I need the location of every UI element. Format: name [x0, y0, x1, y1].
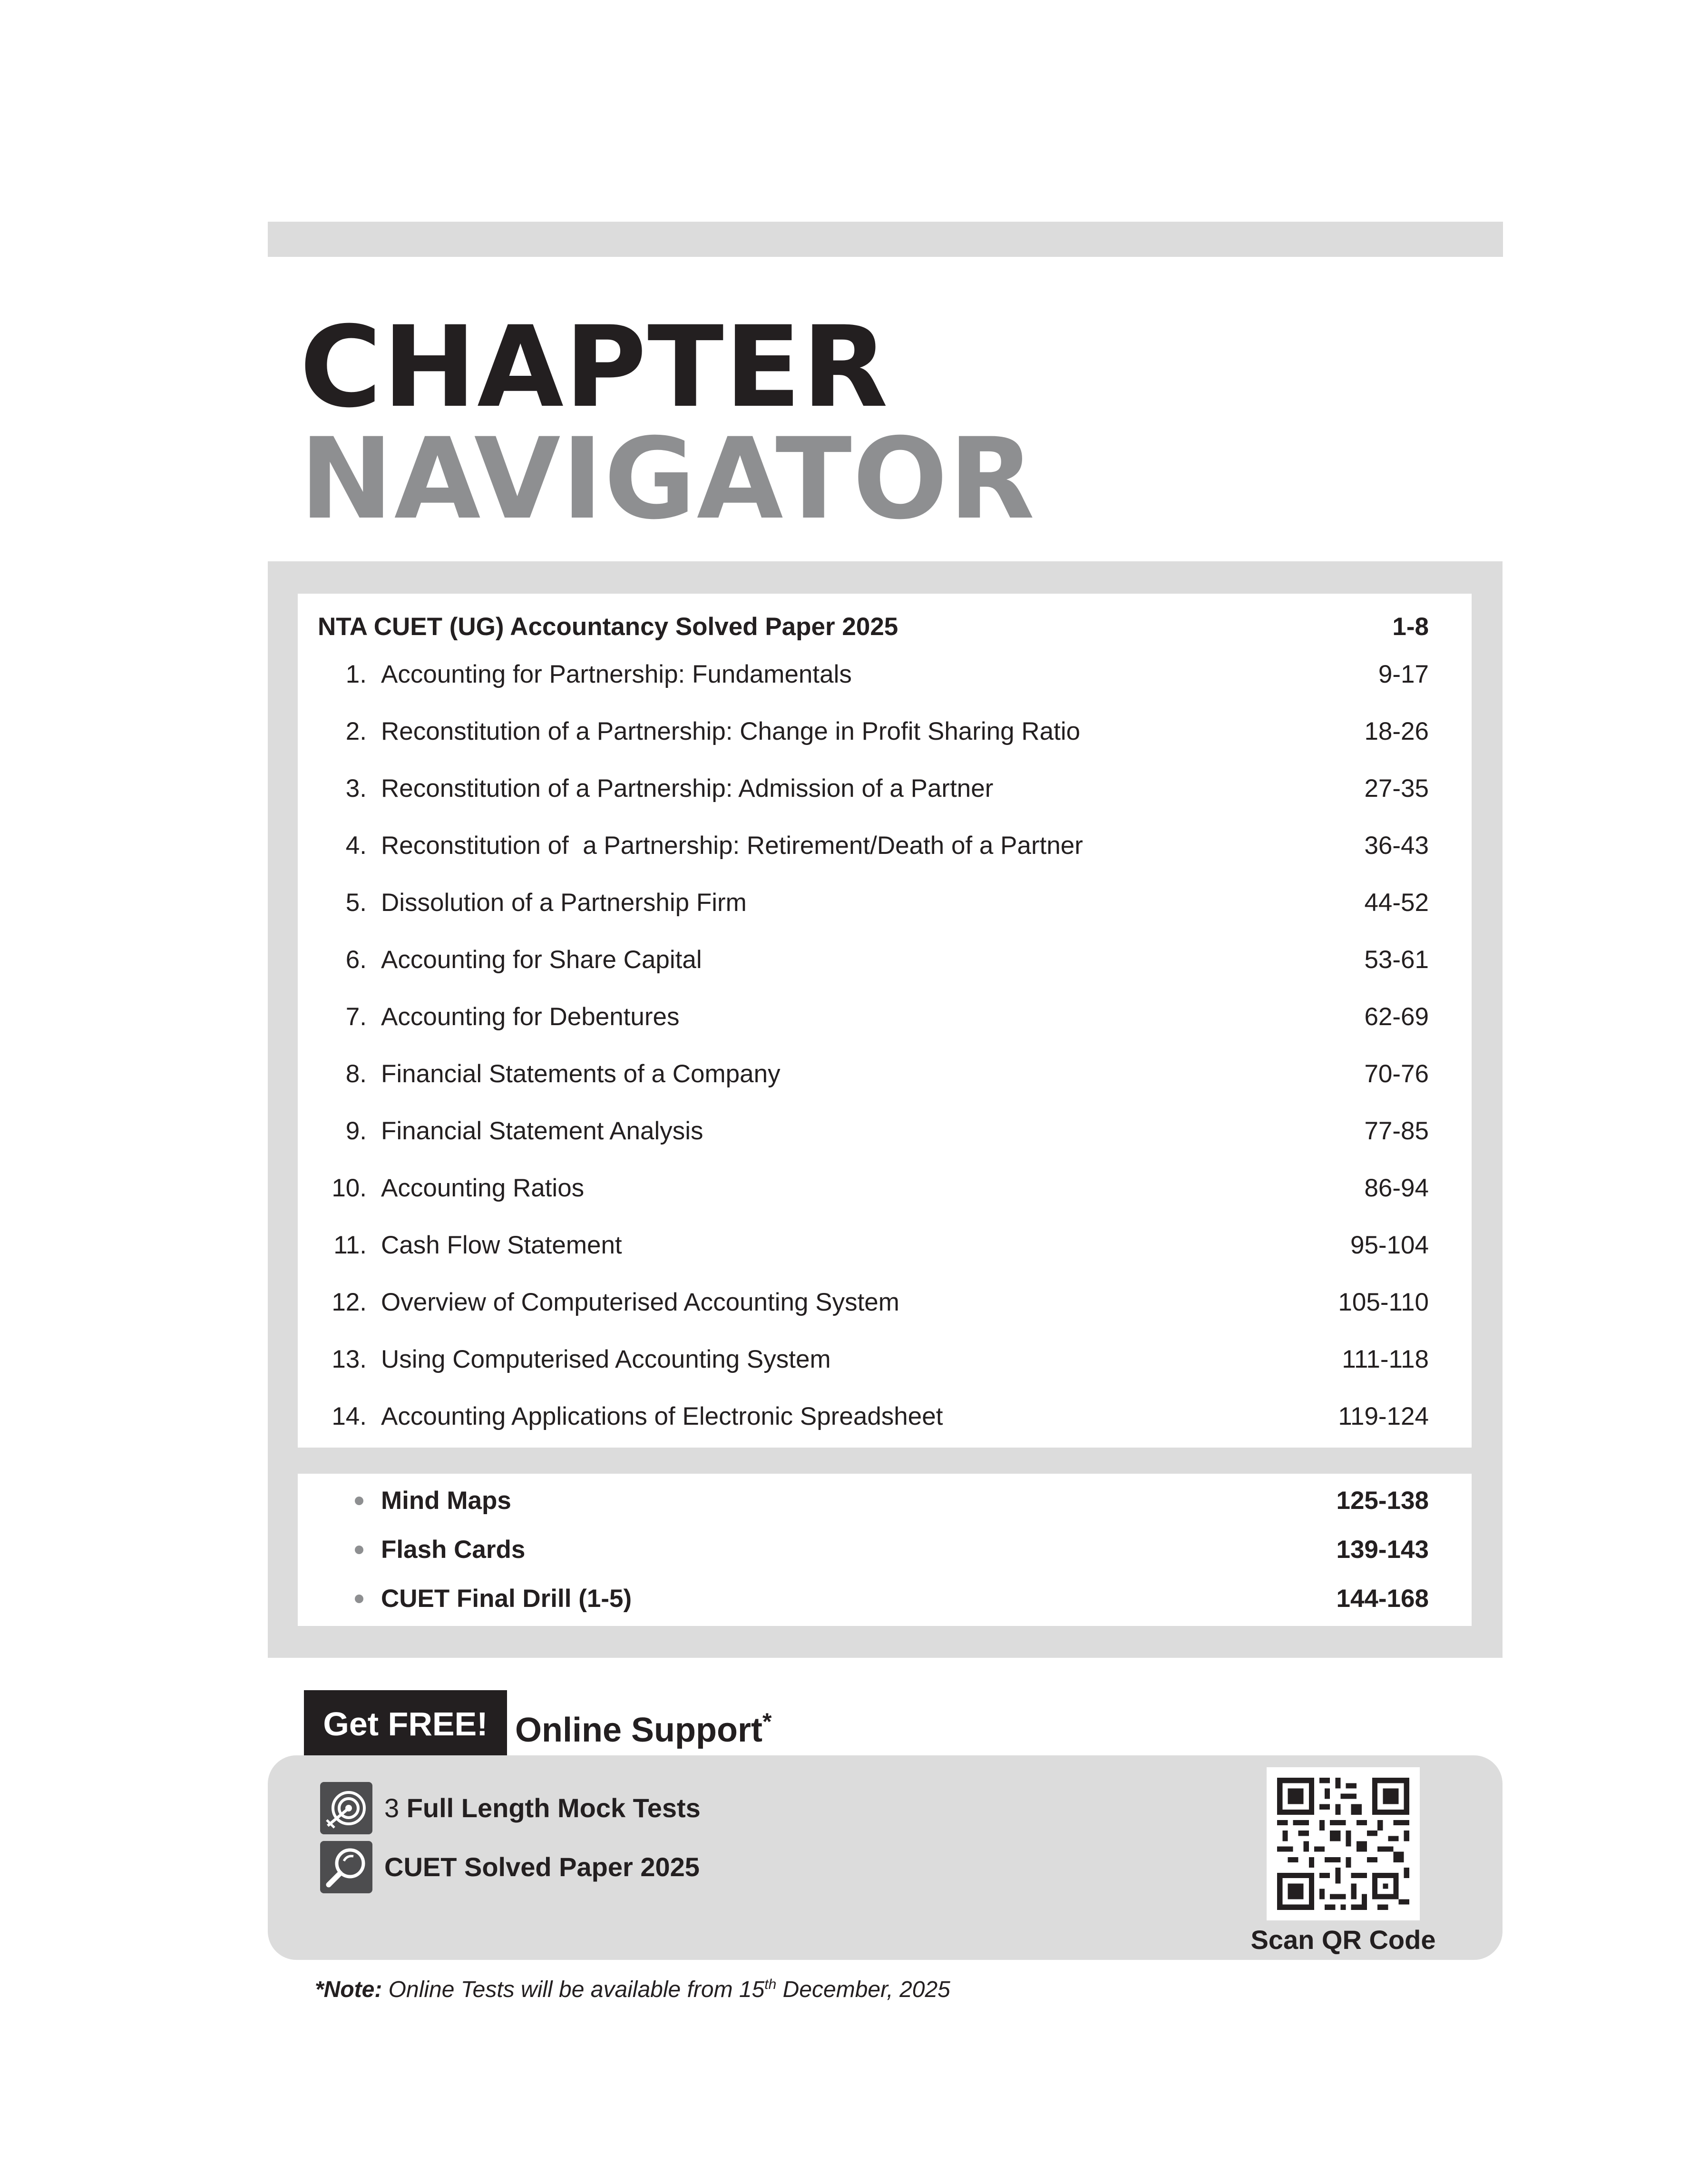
- title-navigator: NAVIGATOR: [300, 414, 1036, 544]
- feature-text: [384, 1841, 700, 1893]
- feature-label: CUET Solved Paper 2025: [384, 1852, 700, 1882]
- chapter-title: Overview of Computerised Accounting System: [381, 1288, 899, 1316]
- chapter-pages: 53-61: [1364, 946, 1429, 974]
- title-chapter: CHAPTER: [300, 303, 889, 432]
- extras-title: Mind Maps: [381, 1487, 511, 1515]
- extras-pages: 144-168: [1336, 1585, 1429, 1613]
- footnote: [315, 1977, 950, 2003]
- chapter-number: 4.: [345, 832, 367, 860]
- toc-chapter-row[interactable]: [298, 705, 1472, 758]
- chapter-pages: 36-43: [1364, 832, 1429, 860]
- toc-header-label: NTA CUET (UG) Accountancy Solved Paper 2025: [318, 613, 898, 641]
- target-icon: [320, 1782, 372, 1834]
- online-support-box: [268, 1755, 1503, 1960]
- chapter-title: Financial Statements of a Company: [381, 1060, 781, 1088]
- qr-code[interactable]: [1267, 1767, 1420, 1920]
- chapter-pages: 44-52: [1364, 889, 1429, 917]
- toc-chapter-row[interactable]: [298, 934, 1472, 986]
- toc-chapter-row[interactable]: [298, 1219, 1472, 1272]
- extras-list-panel: [298, 1474, 1472, 1626]
- toc-chapter-row[interactable]: [298, 1333, 1472, 1386]
- chapter-pages: 86-94: [1364, 1174, 1429, 1202]
- bullet-dot: [355, 1595, 363, 1603]
- toc-chapter-row[interactable]: [298, 1048, 1472, 1100]
- toc-chapter-row[interactable]: [298, 763, 1472, 815]
- chapter-number: 11.: [333, 1231, 367, 1259]
- chapter-number: 7.: [345, 1003, 367, 1031]
- toc-chapter-row[interactable]: [298, 1390, 1472, 1443]
- extras-row[interactable]: [298, 1475, 1472, 1527]
- online-support-asterisk: *: [762, 1708, 772, 1735]
- footnote-ordinal: th: [764, 1977, 777, 1992]
- chapter-title: Reconstitution of a Partnership: Change in Profit Sharing Ratio: [381, 717, 1081, 745]
- toc-header-pages: 1-8: [1392, 613, 1429, 641]
- feature-text: [384, 1782, 701, 1834]
- chapter-title: Using Computerised Accounting System: [381, 1345, 831, 1373]
- extras-title: Flash Cards: [381, 1536, 526, 1564]
- footnote-lead: *Note:: [315, 1977, 382, 2002]
- footnote-text: Online Tests will be available from 15: [382, 1977, 765, 2002]
- chapter-number: 5.: [345, 889, 367, 917]
- chapter-title: Accounting for Debentures: [381, 1003, 680, 1031]
- chapter-title: Reconstitution of a Partnership: Admission of a Partner: [381, 774, 994, 803]
- chapter-pages: 77-85: [1364, 1117, 1429, 1145]
- chapter-title: Financial Statement Analysis: [381, 1117, 703, 1145]
- chapter-pages: 95-104: [1350, 1231, 1429, 1259]
- chapter-pages: 18-26: [1364, 717, 1429, 745]
- extras-title: CUET Final Drill (1-5): [381, 1585, 632, 1613]
- toc-chapter-row[interactable]: [298, 991, 1472, 1043]
- extras-pages: 139-143: [1336, 1536, 1429, 1564]
- chapter-number: 8.: [345, 1060, 367, 1088]
- chapter-number: 14.: [332, 1402, 367, 1430]
- chapter-title: Cash Flow Statement: [381, 1231, 622, 1259]
- toc-chapter-row[interactable]: [298, 1162, 1472, 1214]
- toc-chapter-row[interactable]: [298, 1105, 1472, 1157]
- feature-count: 3: [384, 1793, 407, 1823]
- chapter-pages: 119-124: [1338, 1402, 1429, 1430]
- chapter-number: 12.: [332, 1288, 367, 1316]
- chapter-list-panel: [298, 594, 1472, 1448]
- chapter-pages: 105-110: [1338, 1288, 1429, 1316]
- footnote-tail: December, 2025: [776, 1977, 950, 2002]
- online-support-title: Online Support: [515, 1711, 762, 1749]
- extras-pages: 125-138: [1336, 1487, 1429, 1515]
- feature-label: Full Length Mock Tests: [406, 1793, 701, 1823]
- chapter-number: 1.: [345, 660, 367, 688]
- chapter-pages: 9-17: [1378, 660, 1429, 688]
- chapter-title: Accounting for Share Capital: [381, 946, 702, 974]
- chapter-pages: 27-35: [1364, 774, 1429, 803]
- toc-chapter-row[interactable]: [298, 820, 1472, 872]
- chapter-number: 6.: [345, 946, 367, 974]
- chapter-number: 13.: [332, 1345, 367, 1373]
- chapter-title: Accounting Ratios: [381, 1174, 585, 1202]
- extras-row[interactable]: [298, 1524, 1472, 1576]
- chapter-number: 3.: [345, 774, 367, 803]
- magnifier-icon: [320, 1841, 372, 1893]
- table-of-contents-frame: [268, 561, 1503, 1658]
- chapter-pages: 111-118: [1342, 1345, 1429, 1373]
- toc-header-row[interactable]: [298, 601, 1472, 653]
- chapter-title: Accounting for Partnership: Fundamentals: [381, 660, 852, 688]
- chapter-title: Dissolution of a Partnership Firm: [381, 889, 747, 917]
- chapter-number: 10.: [332, 1174, 367, 1202]
- chapter-pages: 62-69: [1364, 1003, 1429, 1031]
- toc-chapter-row[interactable]: [298, 1276, 1472, 1329]
- qr-code-label: Scan QR Code: [1250, 1925, 1436, 1955]
- toc-chapter-row[interactable]: [298, 648, 1472, 701]
- chapter-number: 2.: [345, 717, 367, 745]
- chapter-number: 9.: [345, 1117, 367, 1145]
- bullet-dot: [355, 1546, 363, 1554]
- extras-row[interactable]: [298, 1573, 1472, 1625]
- top-decorative-bar: [268, 222, 1503, 257]
- online-support-heading: [515, 1708, 771, 1750]
- toc-chapter-row[interactable]: [298, 877, 1472, 929]
- chapter-pages: 70-76: [1364, 1060, 1429, 1088]
- bullet-dot: [355, 1497, 363, 1505]
- get-free-tag: Get FREE!: [304, 1690, 507, 1758]
- chapter-title: Accounting Applications of Electronic Spreadsheet: [381, 1402, 943, 1430]
- chapter-title: Reconstitution of a Partnership: Retirement/Death of a Partner: [381, 832, 1083, 860]
